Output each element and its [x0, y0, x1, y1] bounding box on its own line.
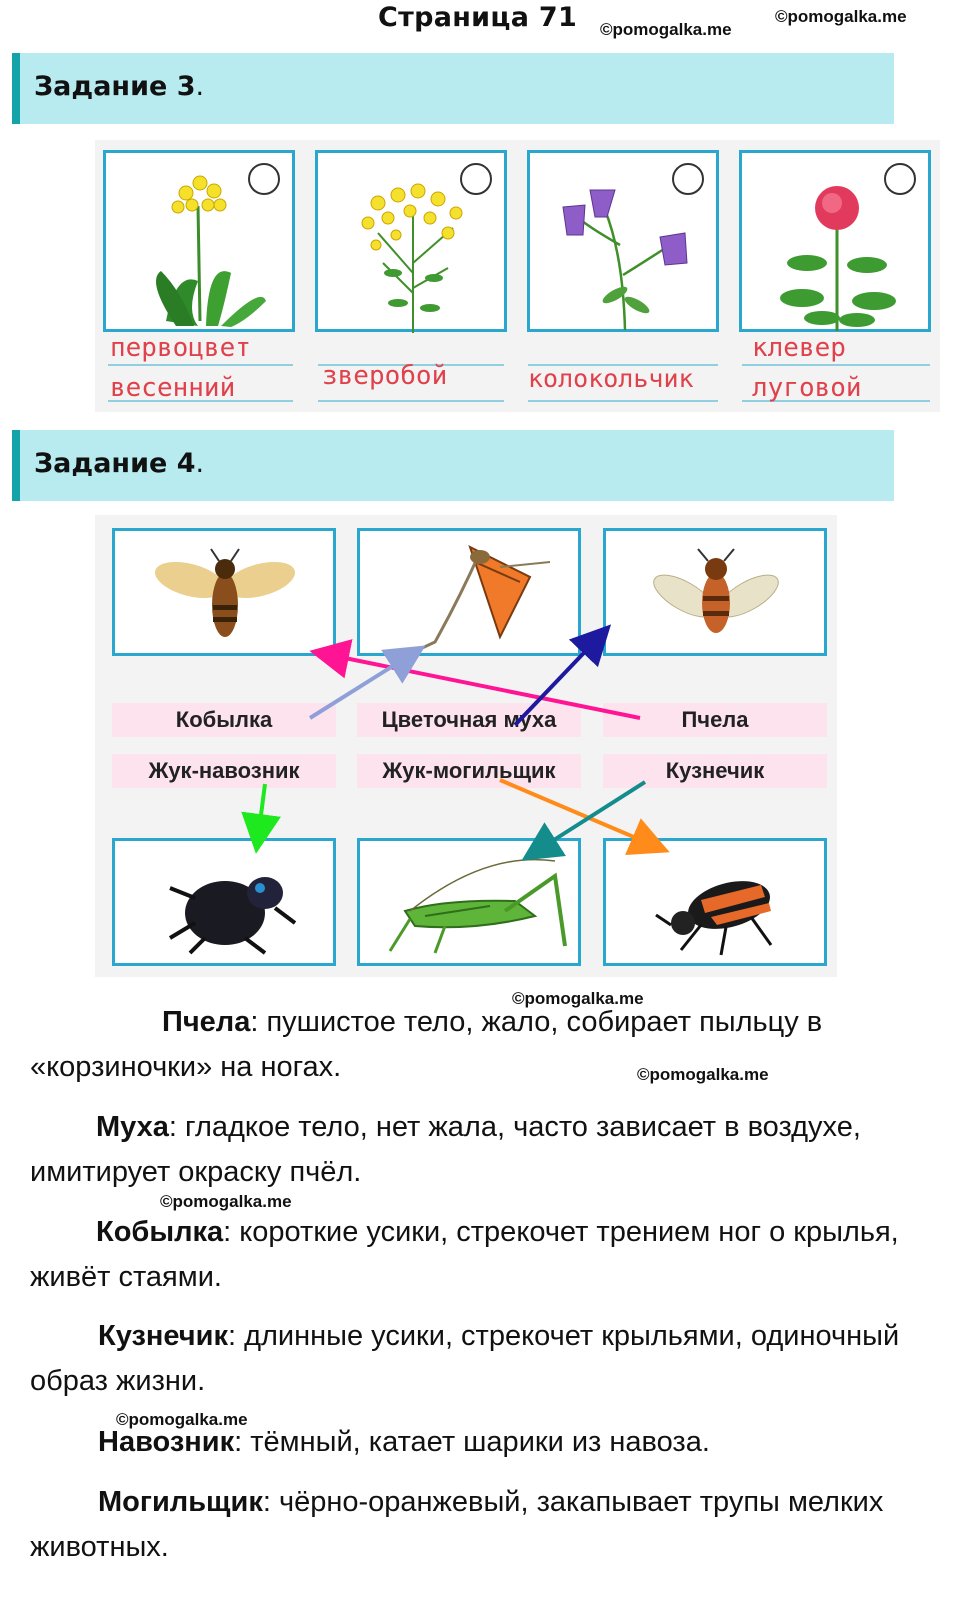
insect-label-kobylka: Кобылка	[112, 703, 336, 737]
arrow-navoznik	[258, 784, 265, 838]
description-navoznik: Навозник: тёмный, катает шарики из навоза.	[98, 1426, 710, 1458]
arrow-kuznechik	[535, 782, 645, 852]
watermark: ©pomogalka.me	[116, 1410, 248, 1429]
plant-label-clover-2: луговой	[752, 373, 862, 403]
watermark: ©pomogalka.me	[160, 1192, 292, 1211]
plant-label-primrose-1: первоцвет	[110, 333, 251, 363]
description-mogilshchik: Могильщик: чёрно-оранжевый, закапывает трупы мелких животных.	[30, 1486, 884, 1563]
arrow-mukha	[515, 636, 600, 725]
plant-label-st-johns-wort: зверобой	[322, 361, 448, 391]
arrow-pchela	[325, 654, 640, 718]
task-4-title: Задание 4	[34, 448, 196, 479]
watermark: ©pomogalka.me	[637, 1065, 769, 1084]
insect-label-pchela: Пчела	[603, 703, 827, 737]
insect-label-mukha: Цветочная муха	[357, 703, 581, 737]
insect-label-mogilshchik: Жук-могильщик	[357, 754, 581, 788]
task-3-heading: Задание 3.	[12, 53, 894, 124]
description-mukha: Муха: гладкое тело, нет жала, часто зависает в воздухе, имитирует окраску пчёл.	[30, 1111, 861, 1188]
task-3-title: Задание 3	[34, 71, 196, 102]
insect-label-kuznechik: Кузнечик	[603, 754, 827, 788]
task-4-heading: Задание 4.	[12, 430, 894, 501]
description-kuznechik: Кузнечик: длинные усики, стрекочет крыльями, одиночный образ жизни.	[30, 1320, 900, 1397]
watermark: ©pomogalka.me	[512, 989, 644, 1008]
plant-label-bellflower: колокольчик	[528, 364, 694, 393]
watermark: ©pomogalka.me	[600, 20, 732, 39]
plant-label-clover-1: клевер	[752, 333, 846, 363]
watermark: ©pomogalka.me	[775, 7, 907, 26]
description-pchela: Пчела: пушистое тело, жало, собирает пыльцу в «корзиночки» на ногах.	[30, 1006, 823, 1083]
description-kobylka: Кобылка: короткие усики, стрекочет трением ног о крылья, живёт стаями.	[30, 1216, 899, 1293]
arrow-kobylka	[310, 654, 412, 718]
insect-label-navoznik: Жук-навозник	[112, 754, 336, 788]
page-title: Страница 71	[378, 2, 578, 33]
plant-label-primrose-2: весенний	[110, 373, 236, 403]
